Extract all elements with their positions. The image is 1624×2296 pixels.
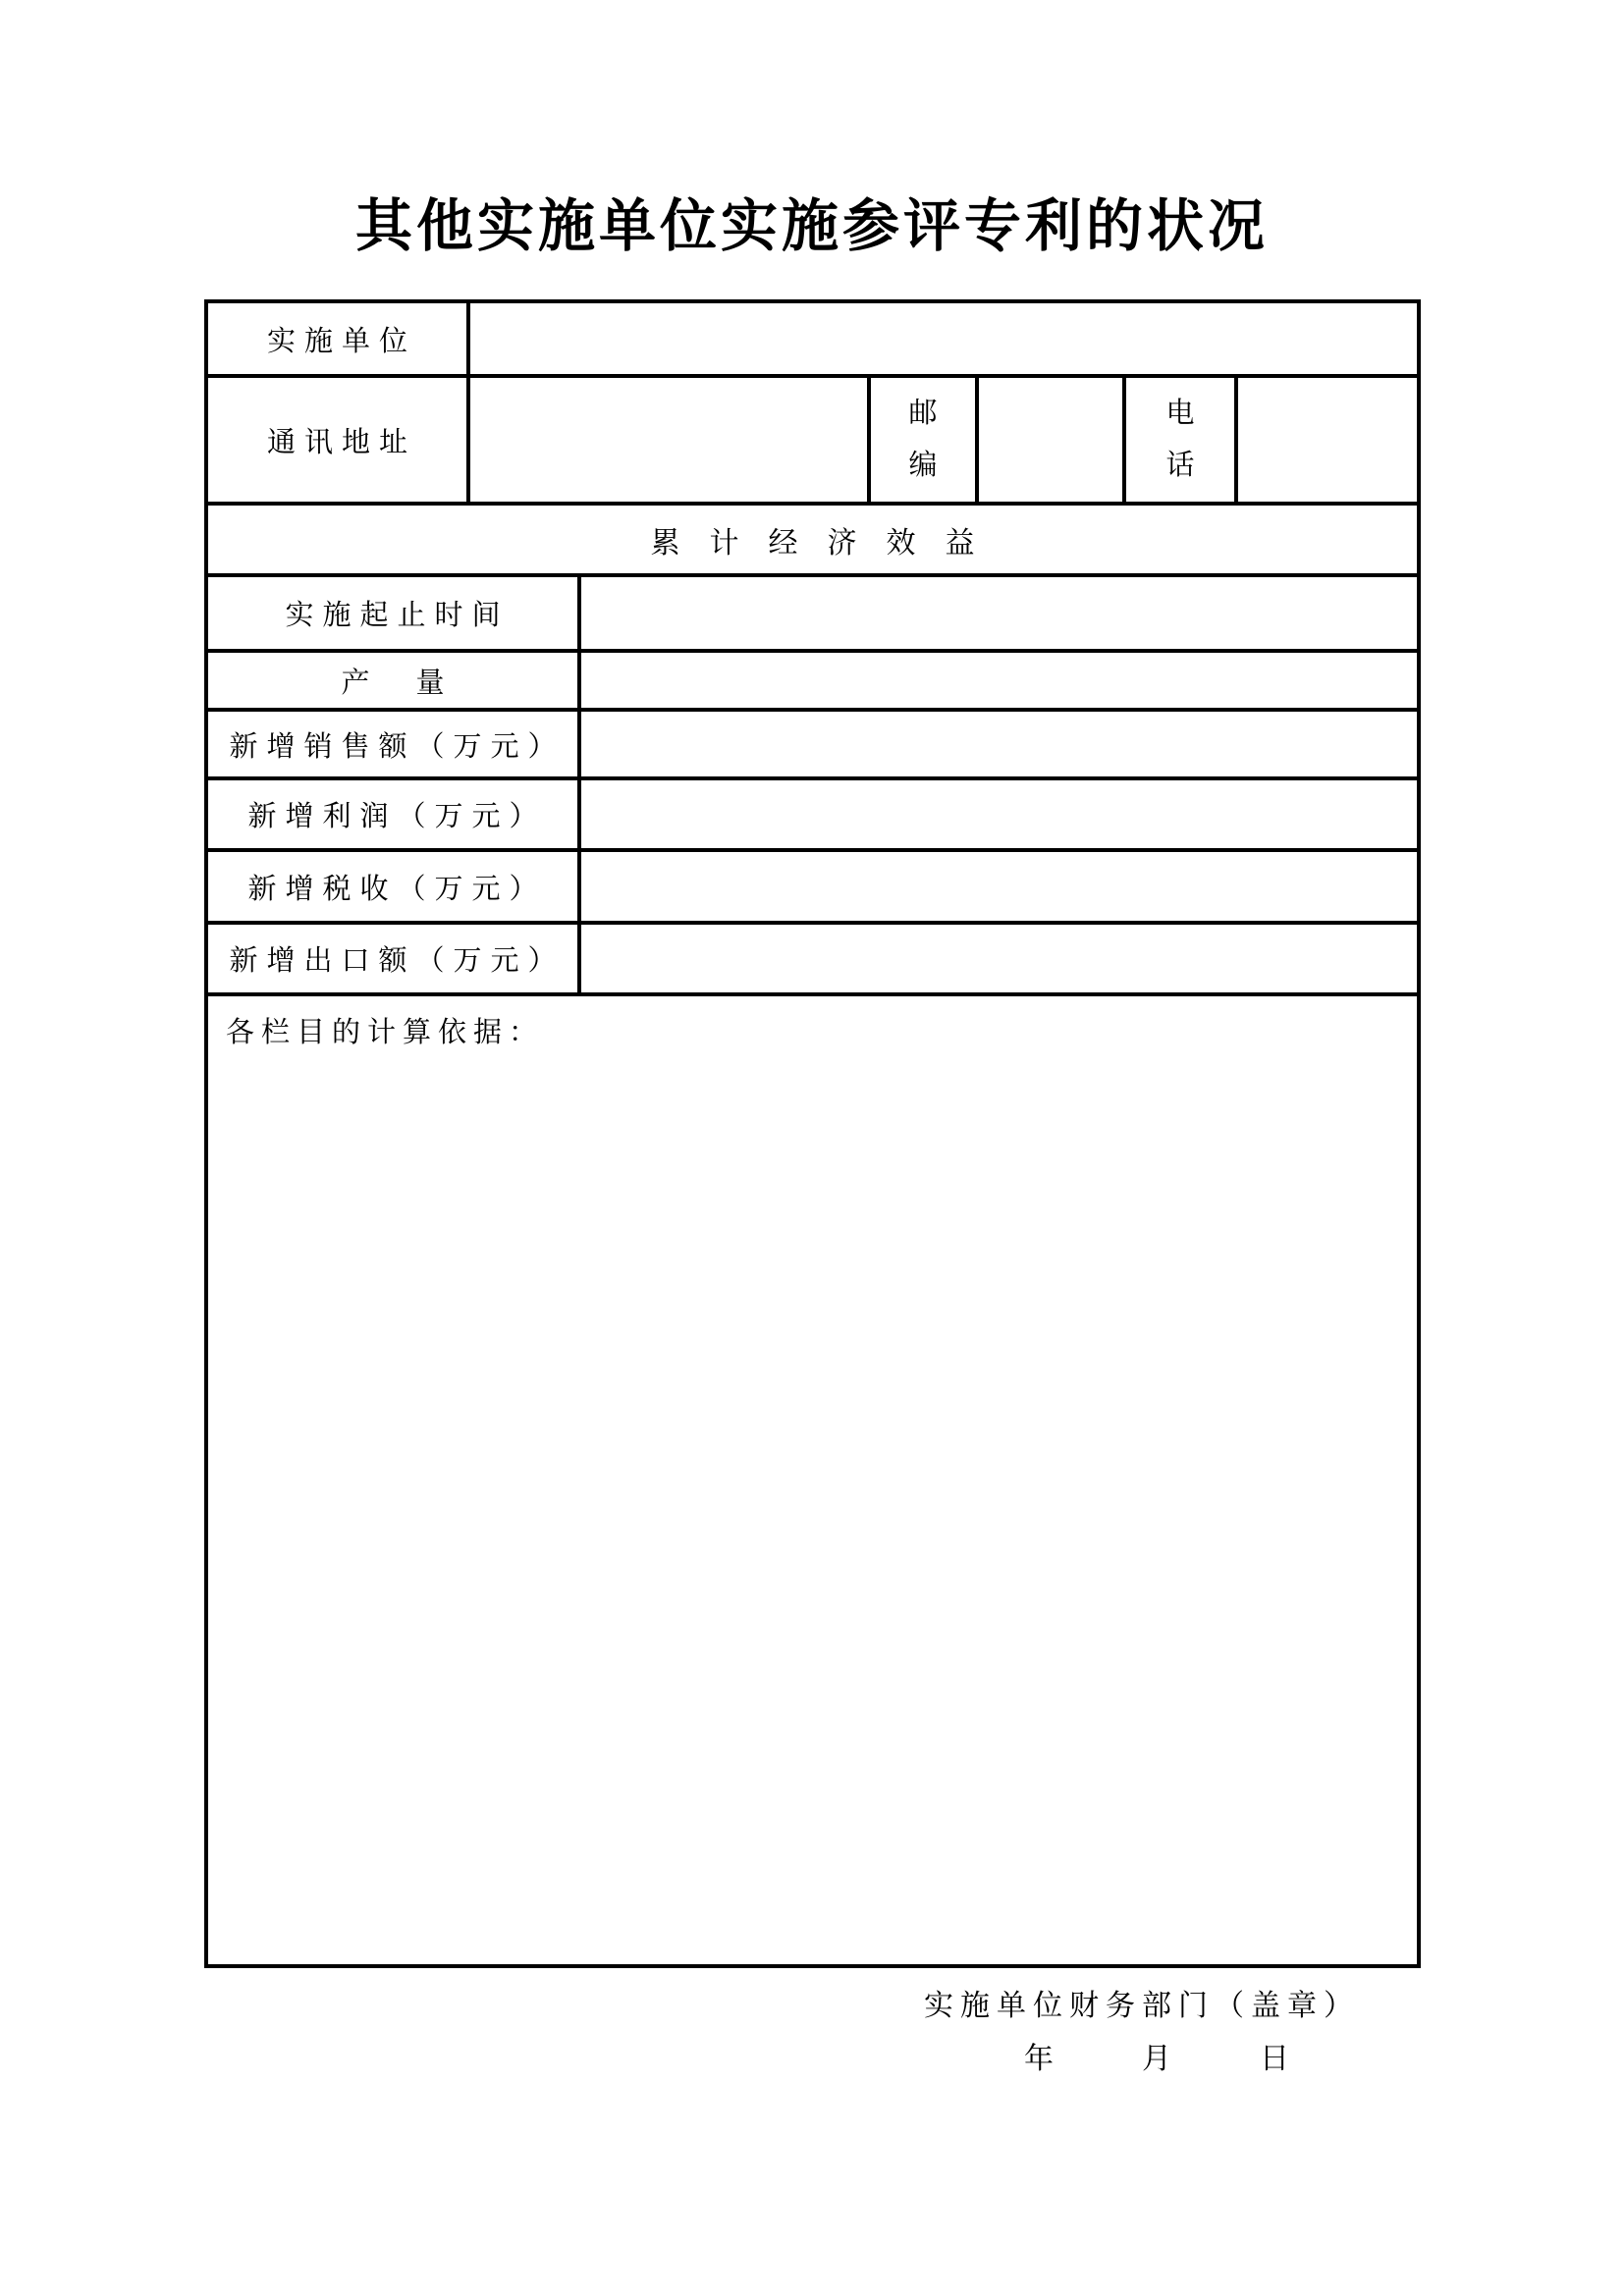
output-field[interactable] [581,653,1417,708]
table-row [208,653,1417,712]
postal-code-field[interactable] [979,378,1126,502]
new-sales-label: 新增销售额（万元） [208,712,581,776]
patent-implementation-form [204,299,1421,1968]
table-row [208,852,1417,925]
page-title: 其他实施单位实施参评专利的状况 [354,194,1269,258]
phone-field[interactable] [1238,378,1417,502]
address-label: 通讯地址 [208,378,470,502]
new-sales-field[interactable] [581,712,1417,776]
table-row [208,712,1417,780]
new-export-field[interactable] [581,925,1417,992]
date-line: 年 月 日 [1024,2043,1299,2075]
unit-label: 实施单位 [208,303,470,374]
output-label: 产 量 [208,653,581,708]
address-row [208,378,1417,506]
phone-label: 电话 [1126,378,1238,502]
unit-row [208,303,1417,378]
table-row [208,577,1417,653]
table-row [208,780,1417,852]
signature-seal-line: 实施单位财务部门（盖章） [924,1990,1360,2022]
calc-basis-label: 各栏目的计算依据： [226,1017,545,1048]
unit-value-field[interactable] [470,303,1417,374]
section-header-row [208,506,1417,577]
new-profit-label: 新增利润（万元） [208,780,581,848]
calc-basis-row [208,996,1417,1964]
new-profit-field[interactable] [581,780,1417,848]
period-field[interactable] [581,577,1417,649]
new-export-label: 新增出口额（万元） [208,925,581,992]
section-header: 累计经济效益 [650,526,1004,560]
period-label: 实施起止时间 [208,577,581,649]
new-tax-field[interactable] [581,852,1417,921]
postal-code-label: 邮编 [871,378,979,502]
calc-basis-field[interactable] [208,996,1417,1964]
new-tax-label: 新增税收（万元） [208,852,581,921]
table-row [208,925,1417,996]
address-value-field[interactable] [470,378,871,502]
